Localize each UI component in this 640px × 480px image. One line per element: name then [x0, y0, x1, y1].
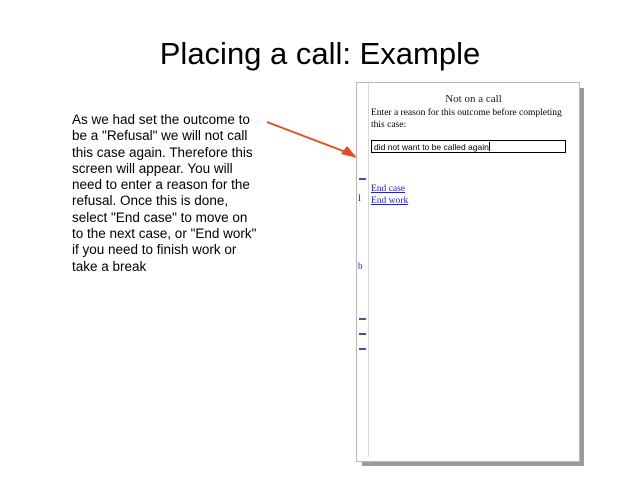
- reason-input-value: did not want to be called again: [374, 142, 489, 152]
- end-case-link[interactable]: End case: [371, 184, 406, 194]
- text-caret: [489, 142, 490, 151]
- pointer-arrow-icon: [265, 120, 365, 160]
- page-title: Placing a call: Example: [159, 36, 481, 71]
- embedded-screenshot: [356, 82, 580, 462]
- page-bottom-edge: [368, 457, 579, 461]
- dialog-instruction: Enter a reason for this outcome before completing this case:: [371, 108, 562, 130]
- end-work-link[interactable]: End work: [371, 196, 409, 206]
- strip-letter-2: b: [358, 261, 363, 271]
- dialog-title: Not on a call: [445, 93, 502, 105]
- slide-body-text: As we had set the outcome to be a "Refusal" we will not call this case again. Therefore this screen will appear. You will need to enter a reason for the refusal. Once this is done, select "End case" to move on to the next case, or "End work" if you need to finish work or take a break: [72, 112, 257, 274]
- page-left-strip: [357, 83, 369, 461]
- strip-letter-1: I: [358, 193, 361, 203]
- reason-input[interactable]: [371, 140, 566, 153]
